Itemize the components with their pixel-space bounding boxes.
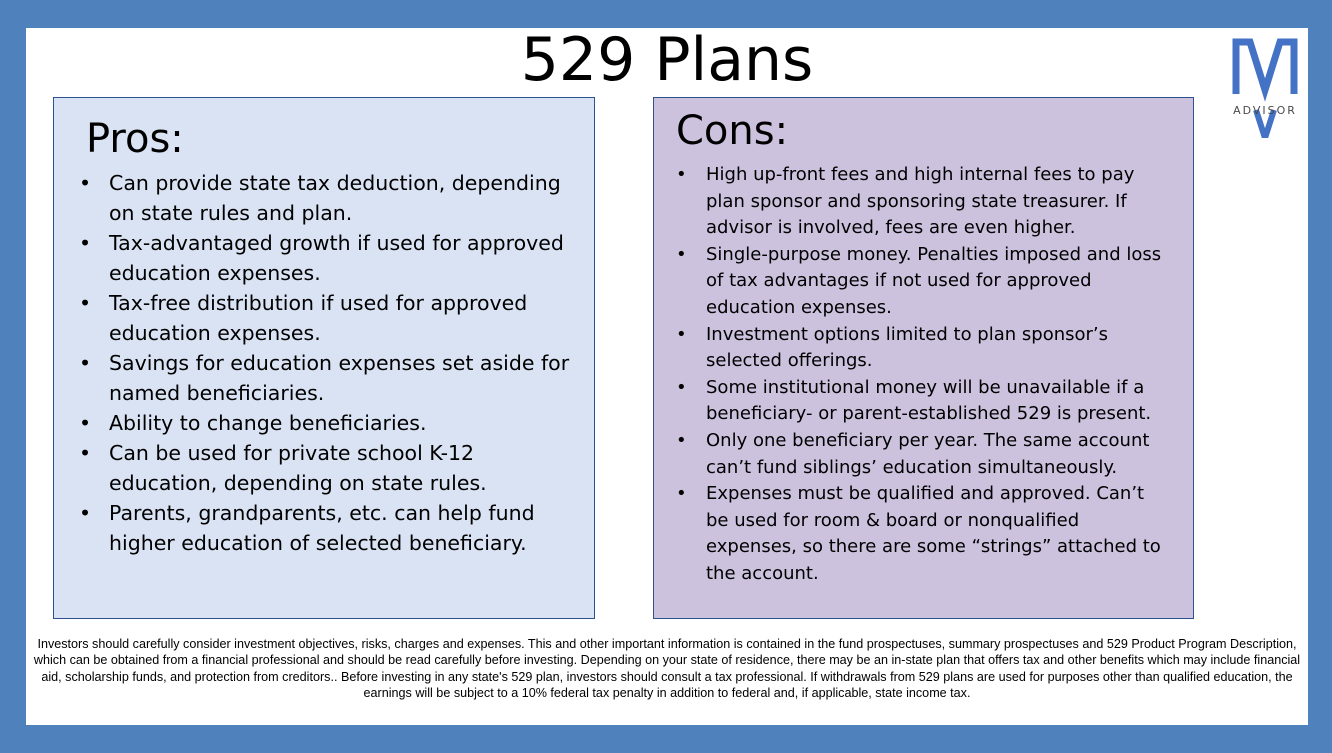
disclaimer-text: Investors should carefully consider investment objectives, risks, charges and expenses. This and other important information is contained in the fund prospectuses, summary prospectuses and 529 Product Program Description, which can be obtained from a financial professional and should be read carefully before investing. Depending on your state of residence, there may be an in-state plan that offers tax and other benefits which may include financial aid, scholarship funds, and protection from creditors.. Before investing in any state's 529 plan, investors should consult a tax professional. If withdrawals from 529 plans are used for purposes other than qualified education, the earnings will be subject to a 10% federal tax penalty in addition to federal and, if applicable, state income tax. — [33, 637, 1301, 700]
list-item: • Tax-advantaged growth if used for approved education expenses. — [109, 228, 579, 288]
cons-heading: Cons: — [676, 108, 789, 154]
bullet-icon: • — [79, 501, 92, 525]
list-item: • Only one beneficiary per year. The same account can’t fund siblings’ education simultaneously. — [676, 429, 1150, 478]
bullet-icon: • — [676, 243, 687, 265]
list-item: • Investment options limited to plan sponsor’s selected offerings. — [676, 323, 1109, 372]
list-item: • Can provide state tax deduction, depending on state rules and plan. — [109, 168, 579, 228]
advisor-logo-icon — [1226, 38, 1304, 138]
list-item: • Expenses must be qualified and approved. Can’t be used for room & board or nonqualified expenses, so there are some “strings” attached to the account. — [676, 483, 1161, 584]
pros-heading: Pros: — [86, 116, 184, 162]
list-item: • Tax-free distribution if used for approved education expenses. — [109, 288, 579, 348]
slide — [26, 25, 1308, 725]
list-item: • Ability to change beneficiaries. — [109, 408, 579, 438]
bullet-icon: • — [676, 429, 687, 451]
list-item: • Parents, grandparents, etc. can help fund higher education of selected beneficiary. — [109, 498, 579, 558]
bullet-icon: • — [79, 441, 92, 465]
bullet-icon: • — [676, 164, 687, 185]
cons-panel — [653, 97, 1194, 619]
bullet-icon: • — [676, 323, 687, 345]
list-item: • Savings for education expenses set aside for named beneficiaries. — [109, 348, 579, 408]
list-item: • Some institutional money will be unavailable if a beneficiary- or parent-established 529 is present. — [676, 376, 1152, 425]
bullet-icon: • — [79, 291, 92, 315]
pros-panel — [53, 97, 595, 619]
cons-list — [676, 162, 1166, 588]
bullet-icon: • — [79, 351, 92, 375]
bullet-icon: • — [676, 483, 687, 505]
bullet-icon: • — [79, 411, 92, 435]
list-item: • Single-purpose money. Penalties imposed and loss of tax advantages if not used for approved education expenses. — [676, 243, 1162, 318]
bullet-icon: • — [79, 171, 92, 195]
pros-list — [79, 168, 579, 558]
list-item: • Can be used for private school K-12 education, depending on state rules. — [109, 438, 579, 498]
bullet-icon: • — [79, 231, 92, 255]
bullet-icon: • — [676, 376, 687, 398]
logo-text: ADVISOR — [1233, 104, 1297, 117]
page-title: 529 Plans — [520, 25, 814, 95]
list-item: • High up-front fees and high internal fees to pay plan sponsor and sponsoring state treasurer. If advisor is involved, fees are even higher. — [676, 164, 1135, 239]
